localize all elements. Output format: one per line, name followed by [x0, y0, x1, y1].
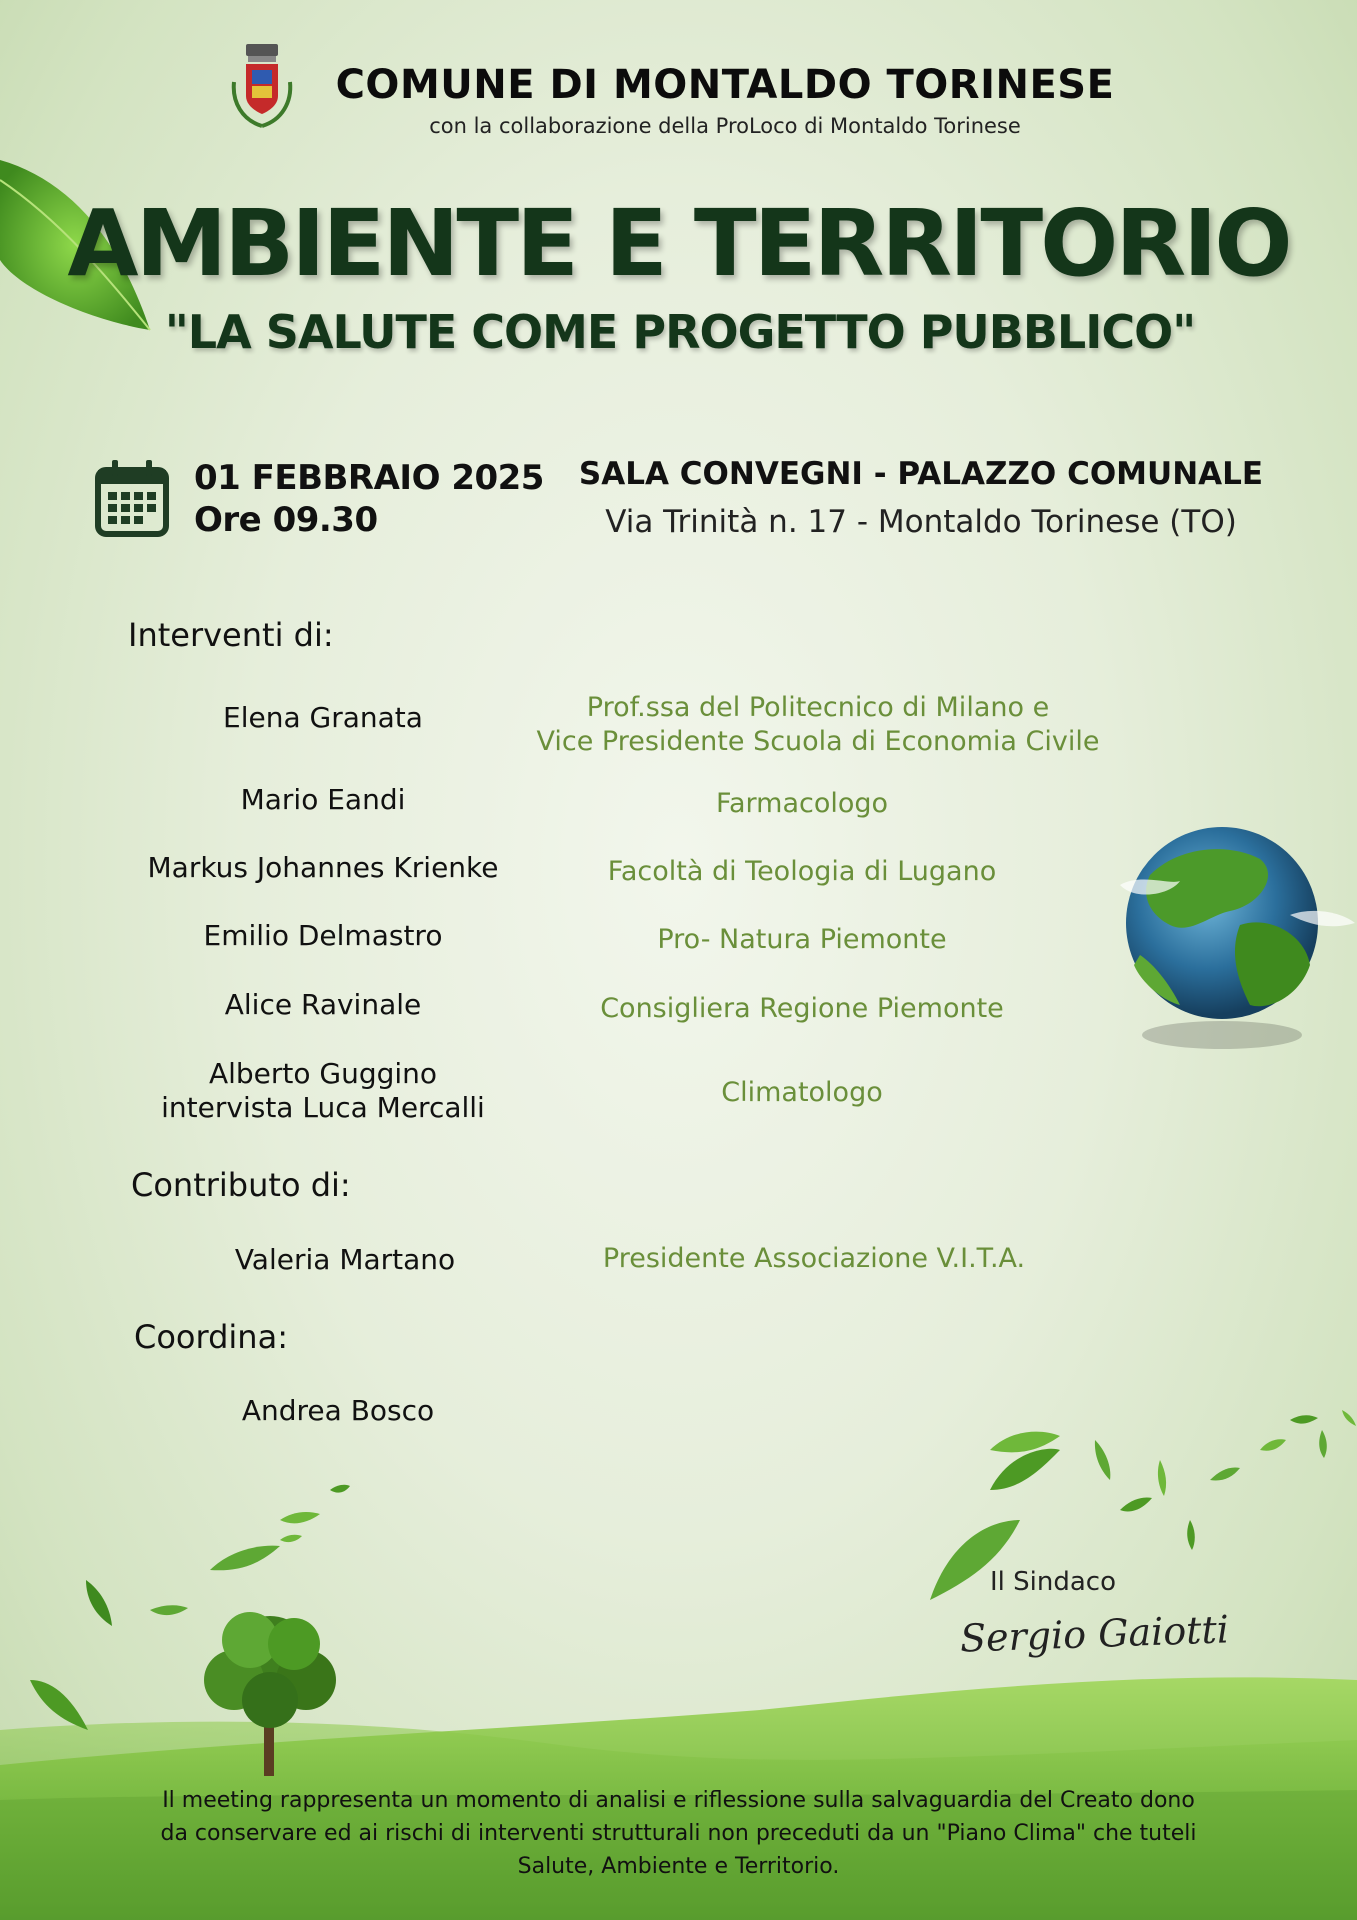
calendar-icon [94, 458, 170, 538]
speaker-name: Alice Ravinale [224, 988, 422, 1021]
speaker-name: Elena Granata [223, 701, 423, 734]
subtitle: "LA SALUTE COME PROGETTO PUBBLICO" [164, 305, 1196, 359]
speaker-name: Emilio Delmastro [203, 919, 443, 952]
comune-title: COMUNE DI MONTALDO TORINESE [335, 62, 1115, 108]
speaker-role: Facoltà di Teologia di Lugano [607, 856, 997, 887]
venue-name: SALA CONVEGNI - PALAZZO COMUNALE [578, 456, 1264, 492]
speaker-name: Mario Eandi [240, 783, 406, 816]
coat-of-arms-icon [228, 42, 296, 134]
speaker-role: Prof.ssa del Politecnico di Milano e [586, 692, 1050, 723]
speaker-role: Vice Presidente Scuola di Economia Civile [536, 726, 1100, 757]
venue-address: Via Trinità n. 17 - Montaldo Torinese (TO) [605, 504, 1237, 540]
speaker-role: Consigliera Regione Piemonte [600, 993, 1004, 1024]
tree-icon [190, 1600, 350, 1780]
speaker-role: Pro- Natura Piemonte [657, 924, 947, 955]
coordina-label: Coordina: [134, 1318, 288, 1356]
main-title: AMBIENTE E TERRITORIO [67, 190, 1290, 297]
speaker-name: intervista Luca Mercalli [161, 1091, 485, 1124]
event-date: 01 FEBBRAIO 2025 [194, 458, 544, 498]
green-globe-icon [1110, 815, 1357, 1060]
speaker-name: Alberto Guggino [208, 1057, 438, 1090]
collaboration-text: con la collaborazione della ProLoco di Montaldo Torinese [429, 114, 1021, 138]
speaker-name: Markus Johannes Krienke [147, 851, 499, 884]
footer-line: Il meeting rappresenta un momento di analisi e riflessione sulla salvaguardia del Creato dono [162, 1788, 1195, 1813]
footer-line: da conservare ed ai rischi di interventi strutturali non preceduti da un "Piano Clima" che tuteli [160, 1821, 1197, 1846]
footer-text [60, 1784, 1297, 1883]
event-time: Ore 09.30 [194, 500, 378, 540]
speaker-role: Farmacologo [715, 788, 889, 819]
contributor-name: Valeria Martano [234, 1243, 456, 1276]
coordinator-name: Andrea Bosco [241, 1394, 435, 1427]
speaker-role: Climatologo [721, 1077, 883, 1108]
interventi-label: Interventi di: [128, 616, 334, 654]
footer-line: Salute, Ambiente e Territorio. [517, 1854, 840, 1879]
contributo-label: Contributo di: [131, 1166, 351, 1204]
contributor-role: Presidente Associazione V.I.T.A. [602, 1243, 1026, 1274]
mayor-signature: Sergio Gaiotti [959, 1607, 1230, 1661]
sindaco-label: Il Sindaco [990, 1567, 1117, 1597]
